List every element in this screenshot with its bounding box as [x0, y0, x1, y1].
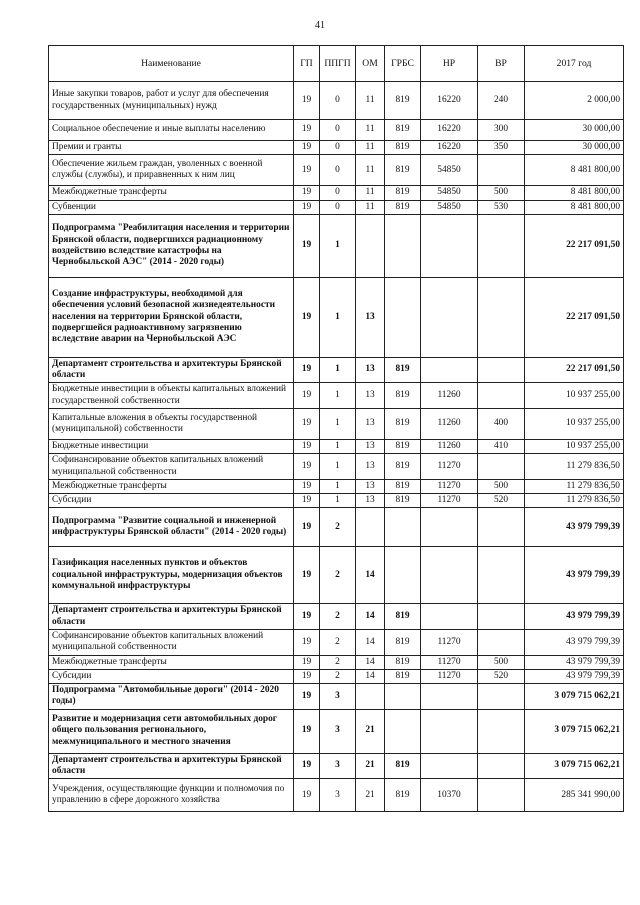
cell-gp: 19 — [294, 357, 320, 383]
header-gp: ГП — [294, 46, 320, 82]
cell-gp: 19 — [294, 120, 320, 141]
cell-name: Департамент строительства и архитектуры Брянской области — [49, 357, 294, 383]
cell-grbs — [385, 508, 421, 547]
cell-np — [421, 357, 478, 383]
cell-name: Премии и гранты — [49, 141, 294, 155]
cell-amount: 43 979 799,39 — [525, 669, 624, 683]
cell-gp: 19 — [294, 709, 320, 753]
cell-vr: 410 — [478, 439, 525, 453]
cell-vr — [478, 709, 525, 753]
cell-name: Софинансирование объектов капитальных вложений муниципальной собственности — [49, 454, 294, 480]
cell-pgp: 1 — [320, 454, 356, 480]
cell-vr: 400 — [478, 408, 525, 439]
cell-vr: 240 — [478, 82, 525, 120]
cell-np: 16220 — [421, 82, 478, 120]
cell-pgp: 2 — [320, 547, 356, 604]
cell-name: Межбюджетные трансферты — [49, 655, 294, 669]
cell-name: Департамент строительства и архитектуры Брянской области — [49, 604, 294, 630]
cell-grbs — [385, 214, 421, 277]
cell-np: 11270 — [421, 479, 478, 493]
cell-grbs: 819 — [385, 779, 421, 812]
cell-om: 13 — [356, 408, 385, 439]
cell-grbs: 819 — [385, 454, 421, 480]
cell-pgp: 2 — [320, 629, 356, 655]
cell-amount: 10 937 255,00 — [525, 439, 624, 453]
cell-om: 21 — [356, 779, 385, 812]
cell-name: Иные закупки товаров, работ и услуг для обеспечения государственных (муниципальных) нужд — [49, 82, 294, 120]
cell-pgp: 2 — [320, 669, 356, 683]
table-row — [49, 669, 624, 683]
table-row — [49, 494, 624, 508]
cell-gp: 19 — [294, 547, 320, 604]
cell-amount: 43 979 799,39 — [525, 655, 624, 669]
cell-amount: 11 279 836,50 — [525, 494, 624, 508]
table-row — [49, 408, 624, 439]
budget-table — [48, 45, 624, 812]
cell-np: 11270 — [421, 669, 478, 683]
table-row — [49, 186, 624, 200]
cell-name: Субсидии — [49, 669, 294, 683]
cell-gp: 19 — [294, 655, 320, 669]
cell-grbs: 819 — [385, 200, 421, 214]
cell-vr: 520 — [478, 669, 525, 683]
table-body — [49, 82, 624, 812]
cell-vr — [478, 383, 525, 409]
cell-pgp: 3 — [320, 779, 356, 812]
cell-np: 16220 — [421, 141, 478, 155]
cell-vr — [478, 277, 525, 357]
cell-om: 13 — [356, 494, 385, 508]
cell-vr: 530 — [478, 200, 525, 214]
cell-pgp: 1 — [320, 277, 356, 357]
cell-name: Обеспечение жильем граждан, уволенных с военной службы (службы), и приравненных к ним лиц — [49, 155, 294, 186]
cell-name: Софинансирование объектов капитальных вложений муниципальной собственности — [49, 629, 294, 655]
cell-pgp: 3 — [320, 684, 356, 710]
cell-pgp: 0 — [320, 155, 356, 186]
cell-vr: 520 — [478, 494, 525, 508]
cell-vr — [478, 454, 525, 480]
table-row — [49, 141, 624, 155]
cell-name: Социальное обеспечение и иные выплаты населению — [49, 120, 294, 141]
cell-grbs: 819 — [385, 655, 421, 669]
cell-np: 10370 — [421, 779, 478, 812]
table-header-row — [49, 46, 624, 82]
cell-grbs: 819 — [385, 383, 421, 409]
table-row — [49, 200, 624, 214]
page-number: 41 — [315, 20, 325, 31]
table-row — [49, 120, 624, 141]
cell-np: 16220 — [421, 120, 478, 141]
cell-amount: 43 979 799,39 — [525, 508, 624, 547]
table-row — [49, 479, 624, 493]
table-row — [49, 779, 624, 812]
cell-gp: 19 — [294, 479, 320, 493]
cell-np — [421, 547, 478, 604]
cell-grbs: 819 — [385, 494, 421, 508]
cell-gp: 19 — [294, 604, 320, 630]
header-grbs: ГРБС — [385, 46, 421, 82]
cell-gp: 19 — [294, 186, 320, 200]
cell-om: 11 — [356, 155, 385, 186]
cell-name: Подпрограмма "Автомобильные дороги" (2014 - 2020 годы) — [49, 684, 294, 710]
cell-amount: 10 937 255,00 — [525, 408, 624, 439]
cell-pgp: 1 — [320, 494, 356, 508]
cell-grbs — [385, 684, 421, 710]
cell-np — [421, 753, 478, 779]
cell-name: Газификация населенных пунктов и объектов социальной инфраструктуры, модернизация объектов коммунальной инфраструктуры — [49, 547, 294, 604]
cell-amount: 22 217 091,50 — [525, 214, 624, 277]
table-row — [49, 753, 624, 779]
cell-pgp: 1 — [320, 439, 356, 453]
cell-pgp: 1 — [320, 214, 356, 277]
cell-vr — [478, 357, 525, 383]
cell-om — [356, 214, 385, 277]
table-row — [49, 629, 624, 655]
cell-amount: 3 079 715 062,21 — [525, 709, 624, 753]
table-row — [49, 357, 624, 383]
cell-np: 11260 — [421, 439, 478, 453]
cell-amount: 30 000,00 — [525, 141, 624, 155]
cell-grbs: 819 — [385, 155, 421, 186]
table-row — [49, 547, 624, 604]
cell-grbs: 819 — [385, 120, 421, 141]
header-year: 2017 год — [525, 46, 624, 82]
cell-om: 13 — [356, 454, 385, 480]
cell-np — [421, 604, 478, 630]
cell-gp: 19 — [294, 155, 320, 186]
cell-np — [421, 214, 478, 277]
cell-om: 13 — [356, 439, 385, 453]
cell-np: 11260 — [421, 383, 478, 409]
cell-pgp: 2 — [320, 655, 356, 669]
cell-pgp: 0 — [320, 186, 356, 200]
cell-gp: 19 — [294, 508, 320, 547]
cell-vr — [478, 155, 525, 186]
cell-om: 13 — [356, 383, 385, 409]
table-row — [49, 604, 624, 630]
cell-pgp: 1 — [320, 408, 356, 439]
table-row — [49, 155, 624, 186]
table-row — [49, 214, 624, 277]
cell-amount: 10 937 255,00 — [525, 383, 624, 409]
cell-om: 13 — [356, 277, 385, 357]
header-om: ОМ — [356, 46, 385, 82]
cell-grbs: 819 — [385, 753, 421, 779]
cell-gp: 19 — [294, 753, 320, 779]
cell-name: Межбюджетные трансферты — [49, 186, 294, 200]
cell-np: 54850 — [421, 155, 478, 186]
cell-grbs: 819 — [385, 357, 421, 383]
cell-gp: 19 — [294, 82, 320, 120]
cell-amount: 30 000,00 — [525, 120, 624, 141]
cell-om: 21 — [356, 709, 385, 753]
cell-om: 11 — [356, 141, 385, 155]
cell-amount: 43 979 799,39 — [525, 629, 624, 655]
cell-amount: 3 079 715 062,21 — [525, 753, 624, 779]
cell-grbs: 819 — [385, 629, 421, 655]
cell-np — [421, 508, 478, 547]
cell-np: 11270 — [421, 655, 478, 669]
cell-amount: 3 079 715 062,21 — [525, 684, 624, 710]
cell-pgp: 1 — [320, 383, 356, 409]
cell-grbs: 819 — [385, 141, 421, 155]
cell-gp: 19 — [294, 684, 320, 710]
cell-np: 11260 — [421, 408, 478, 439]
cell-pgp: 0 — [320, 200, 356, 214]
cell-name: Капитальные вложения в объекты государственной (муниципальной) собственности — [49, 408, 294, 439]
cell-amount: 285 341 990,00 — [525, 779, 624, 812]
cell-pgp: 0 — [320, 82, 356, 120]
cell-om: 14 — [356, 669, 385, 683]
cell-gp: 19 — [294, 439, 320, 453]
cell-pgp: 2 — [320, 604, 356, 630]
cell-np: 11270 — [421, 454, 478, 480]
cell-om: 13 — [356, 357, 385, 383]
cell-vr: 500 — [478, 186, 525, 200]
header-pgp: ППГП — [320, 46, 356, 82]
table-row — [49, 277, 624, 357]
cell-om: 11 — [356, 186, 385, 200]
cell-vr: 500 — [478, 479, 525, 493]
cell-vr — [478, 547, 525, 604]
cell-pgp: 3 — [320, 709, 356, 753]
cell-name: Подпрограмма "Развитие социальной и инженерной инфраструктуры Брянской области" (2014 - 2020 годы) — [49, 508, 294, 547]
cell-pgp: 0 — [320, 141, 356, 155]
cell-vr: 350 — [478, 141, 525, 155]
cell-om: 14 — [356, 629, 385, 655]
cell-amount: 22 217 091,50 — [525, 277, 624, 357]
cell-np — [421, 684, 478, 710]
cell-om: 14 — [356, 604, 385, 630]
cell-grbs: 819 — [385, 669, 421, 683]
cell-om: 14 — [356, 547, 385, 604]
cell-grbs: 819 — [385, 479, 421, 493]
cell-amount: 8 481 800,00 — [525, 186, 624, 200]
cell-vr: 300 — [478, 120, 525, 141]
cell-vr — [478, 779, 525, 812]
cell-gp: 19 — [294, 214, 320, 277]
cell-name: Межбюджетные трансферты — [49, 479, 294, 493]
cell-pgp: 2 — [320, 508, 356, 547]
cell-name: Развитие и модернизация сети автомобильных дорог общего пользования регионального, межмуниципального и местного значения — [49, 709, 294, 753]
cell-amount: 43 979 799,39 — [525, 547, 624, 604]
table-row — [49, 655, 624, 669]
cell-name: Учреждения, осуществляющие функции и полномочия по управлению в сфере дорожного хозяйства — [49, 779, 294, 812]
cell-amount: 8 481 800,00 — [525, 155, 624, 186]
cell-amount: 11 279 836,50 — [525, 454, 624, 480]
cell-gp: 19 — [294, 454, 320, 480]
cell-vr — [478, 684, 525, 710]
cell-grbs — [385, 709, 421, 753]
cell-name: Создание инфраструктуры, необходимой для обеспечения условий безопасной жизнедеятельности населения на территории Брянской области, подвергшейся радиоактивному загрязнению вследствие аварии на Чернобыльской АЭС — [49, 277, 294, 357]
cell-gp: 19 — [294, 494, 320, 508]
cell-vr — [478, 508, 525, 547]
cell-name: Департамент строительства и архитектуры Брянской области — [49, 753, 294, 779]
cell-gp: 19 — [294, 383, 320, 409]
cell-om: 13 — [356, 479, 385, 493]
cell-gp: 19 — [294, 408, 320, 439]
cell-np — [421, 277, 478, 357]
cell-name: Субсидии — [49, 494, 294, 508]
cell-pgp: 1 — [320, 357, 356, 383]
table-row — [49, 383, 624, 409]
cell-gp: 19 — [294, 779, 320, 812]
cell-om: 21 — [356, 753, 385, 779]
cell-grbs — [385, 277, 421, 357]
cell-name: Бюджетные инвестиции — [49, 439, 294, 453]
cell-grbs: 819 — [385, 604, 421, 630]
cell-name: Субвенции — [49, 200, 294, 214]
cell-vr — [478, 629, 525, 655]
table-row — [49, 82, 624, 120]
cell-np: 54850 — [421, 200, 478, 214]
cell-name: Бюджетные инвестиции в объекты капитальных вложений государственной собственности — [49, 383, 294, 409]
cell-gp: 19 — [294, 629, 320, 655]
cell-om: 11 — [356, 120, 385, 141]
cell-gp: 19 — [294, 200, 320, 214]
cell-grbs: 819 — [385, 408, 421, 439]
header-np: НР — [421, 46, 478, 82]
cell-pgp: 1 — [320, 479, 356, 493]
header-vr: ВР — [478, 46, 525, 82]
cell-om — [356, 684, 385, 710]
cell-vr — [478, 753, 525, 779]
cell-gp: 19 — [294, 669, 320, 683]
table-row — [49, 684, 624, 710]
cell-om: 11 — [356, 82, 385, 120]
cell-amount: 8 481 800,00 — [525, 200, 624, 214]
cell-om: 14 — [356, 655, 385, 669]
cell-grbs — [385, 547, 421, 604]
cell-gp: 19 — [294, 277, 320, 357]
cell-amount: 2 000,00 — [525, 82, 624, 120]
cell-grbs: 819 — [385, 439, 421, 453]
cell-gp: 19 — [294, 141, 320, 155]
cell-amount: 22 217 091,50 — [525, 357, 624, 383]
cell-name: Подпрограмма "Реабилитация населения и территории Брянской области, подвергшихся радиационному воздействию вследствие катастрофы на Чернобыльской АЭС" (2014 - 2020 годы) — [49, 214, 294, 277]
table-row — [49, 709, 624, 753]
cell-vr — [478, 604, 525, 630]
cell-np: 54850 — [421, 186, 478, 200]
cell-grbs: 819 — [385, 186, 421, 200]
table-row — [49, 439, 624, 453]
cell-amount: 11 279 836,50 — [525, 479, 624, 493]
cell-pgp: 3 — [320, 753, 356, 779]
cell-om: 11 — [356, 200, 385, 214]
cell-np — [421, 709, 478, 753]
header-name: Наименование — [49, 46, 294, 82]
table-row — [49, 454, 624, 480]
cell-np: 11270 — [421, 629, 478, 655]
cell-pgp: 0 — [320, 120, 356, 141]
cell-amount: 43 979 799,39 — [525, 604, 624, 630]
cell-np: 11270 — [421, 494, 478, 508]
table-row — [49, 508, 624, 547]
cell-vr — [478, 214, 525, 277]
cell-vr: 500 — [478, 655, 525, 669]
cell-grbs: 819 — [385, 82, 421, 120]
cell-om — [356, 508, 385, 547]
